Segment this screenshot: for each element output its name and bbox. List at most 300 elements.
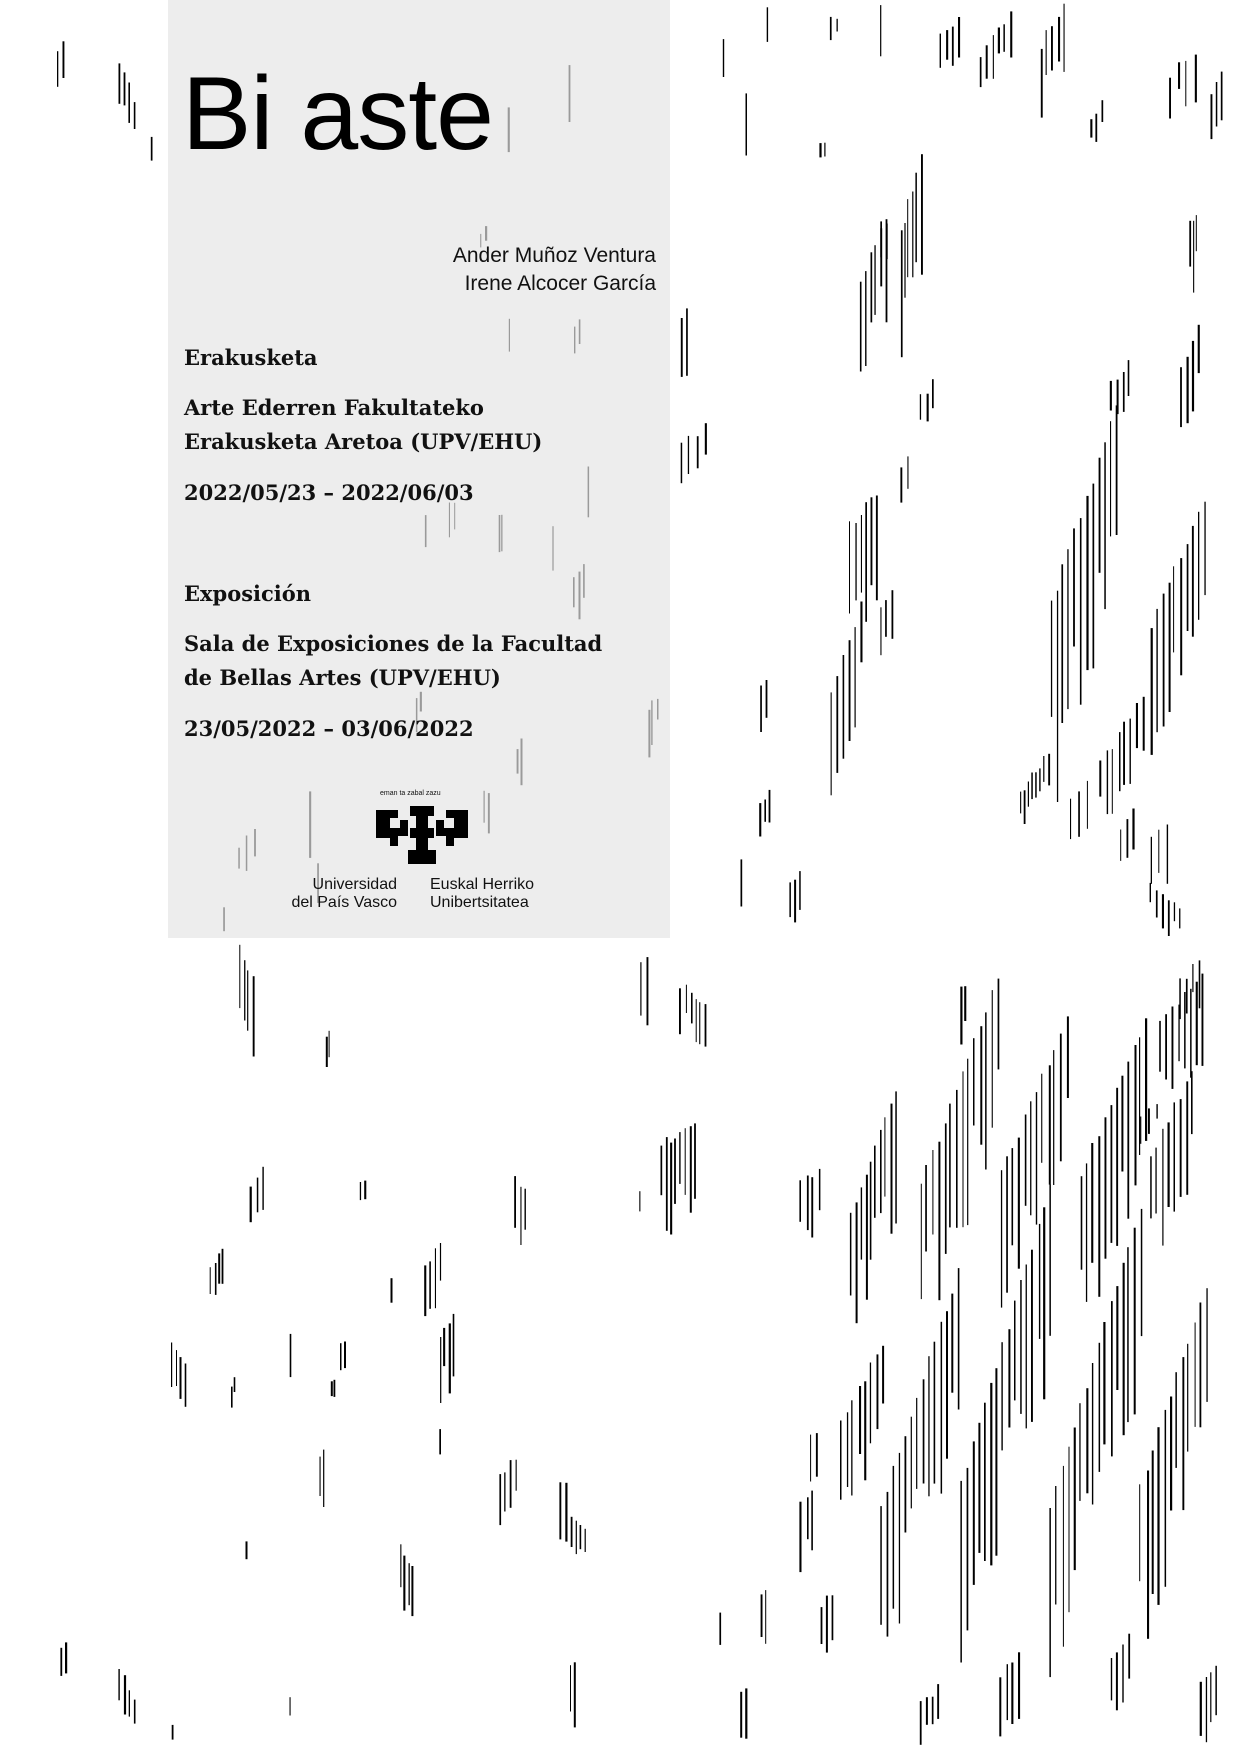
- pattern-stroke: [865, 502, 867, 622]
- pattern-stroke: [516, 1460, 517, 1491]
- pattern-stroke: [679, 988, 681, 1034]
- pattern-stroke: [831, 692, 832, 795]
- pattern-stroke: [1039, 768, 1040, 791]
- pattern-stroke: [849, 640, 851, 741]
- pattern-stroke: [837, 19, 838, 32]
- pattern-stroke: [1136, 703, 1138, 748]
- pattern-stroke: [485, 226, 487, 241]
- pattern-stroke: [893, 1466, 895, 1609]
- pattern-stroke: [978, 1423, 980, 1553]
- pattern-stroke: [1049, 1065, 1051, 1184]
- pattern-stroke: [509, 319, 510, 352]
- pattern-stroke: [1200, 1682, 1202, 1736]
- pattern-stroke: [992, 990, 993, 1128]
- pattern-stroke: [832, 1595, 834, 1640]
- pattern-stroke: [887, 1492, 889, 1637]
- pattern-stroke: [118, 1669, 119, 1700]
- pattern-stroke: [895, 1091, 897, 1223]
- pattern-stroke: [824, 143, 825, 157]
- pattern-stroke: [648, 710, 650, 758]
- pattern-stroke: [880, 228, 882, 286]
- pattern-stroke: [1112, 749, 1113, 814]
- pattern-stroke: [1028, 782, 1029, 807]
- pattern-stroke: [816, 1433, 818, 1477]
- pattern-stroke: [400, 1544, 401, 1587]
- pattern-stroke: [1158, 830, 1159, 873]
- pattern-stroke: [1111, 1658, 1112, 1700]
- pattern-stroke: [745, 1688, 747, 1738]
- pattern-stroke: [129, 1690, 130, 1716]
- pattern-stroke: [927, 394, 929, 422]
- pattern-stroke: [391, 1278, 393, 1303]
- pattern-stroke: [1172, 1007, 1174, 1089]
- pattern-stroke: [1067, 1016, 1069, 1098]
- pattern-stroke: [1099, 761, 1101, 797]
- pattern-stroke: [958, 17, 960, 58]
- pattern-stroke: [499, 1474, 501, 1525]
- pattern-stroke: [1169, 78, 1171, 119]
- pattern-stroke: [836, 676, 838, 773]
- pattern-stroke: [1087, 781, 1088, 829]
- info-panel: [168, 0, 670, 938]
- pattern-stroke: [907, 199, 908, 277]
- pattern-stroke: [1011, 1663, 1013, 1725]
- pattern-stroke: [1092, 1363, 1093, 1505]
- pattern-stroke: [1031, 773, 1033, 800]
- pattern-stroke: [952, 27, 954, 66]
- pattern-stroke: [262, 1167, 263, 1210]
- pattern-stroke: [877, 1354, 879, 1429]
- pattern-stroke: [880, 1130, 882, 1213]
- pattern-stroke: [855, 523, 856, 600]
- pattern-stroke: [574, 1662, 576, 1727]
- pattern-stroke: [1162, 894, 1164, 928]
- pattern-stroke: [570, 1665, 571, 1711]
- pattern-stroke: [1053, 1050, 1054, 1185]
- pattern-stroke: [999, 1677, 1001, 1736]
- pattern-stroke: [1184, 992, 1186, 1068]
- pattern-stroke: [1123, 722, 1125, 785]
- pattern-stroke: [425, 515, 427, 547]
- pattern-stroke: [697, 436, 699, 468]
- pattern-stroke: [1091, 1143, 1093, 1263]
- pattern-stroke: [871, 497, 873, 585]
- pattern-stroke: [998, 28, 1000, 54]
- pattern-stroke: [439, 1429, 441, 1454]
- pattern-stroke: [1128, 360, 1130, 396]
- pattern-stroke: [525, 1189, 526, 1230]
- pattern-stroke: [980, 1026, 982, 1145]
- pattern-stroke: [57, 51, 58, 87]
- pattern-stroke: [1216, 82, 1218, 127]
- pattern-stroke: [1127, 1247, 1129, 1422]
- pattern-stroke: [1180, 367, 1182, 427]
- pattern-stroke: [1148, 1108, 1150, 1134]
- pattern-stroke: [1157, 1427, 1159, 1605]
- pattern-stroke: [681, 318, 683, 377]
- pattern-stroke: [866, 1175, 868, 1300]
- pattern-stroke: [851, 1400, 852, 1495]
- pattern-stroke: [973, 1441, 975, 1585]
- pattern-stroke: [1006, 1156, 1008, 1292]
- pattern-stroke: [1179, 908, 1180, 928]
- pattern-stroke: [769, 790, 771, 823]
- pattern-stroke: [1110, 381, 1112, 411]
- pattern-stroke: [1026, 1265, 1027, 1429]
- pattern-stroke: [323, 1450, 324, 1507]
- pattern-stroke: [1189, 221, 1191, 267]
- pattern-stroke: [830, 17, 832, 40]
- pattern-stroke: [1155, 1148, 1156, 1214]
- pattern-stroke: [1039, 1224, 1040, 1339]
- pattern-stroke: [1020, 792, 1021, 814]
- pattern-stroke: [1001, 1342, 1002, 1450]
- pattern-stroke: [920, 1701, 922, 1745]
- pattern-stroke: [859, 1386, 861, 1454]
- pattern-stroke: [1121, 1076, 1123, 1172]
- pattern-stroke: [1151, 628, 1153, 755]
- pattern-stroke: [171, 1343, 172, 1388]
- pattern-stroke: [686, 308, 688, 375]
- pattern-stroke: [958, 1268, 960, 1409]
- pattern-stroke: [807, 1497, 809, 1539]
- pattern-stroke: [210, 1267, 211, 1294]
- pattern-stroke: [1195, 55, 1197, 103]
- pattern-stroke: [1182, 1357, 1184, 1510]
- pattern-stroke: [1095, 114, 1097, 142]
- pattern-stroke: [1008, 1329, 1010, 1427]
- pattern-stroke: [501, 515, 502, 552]
- pattern-stroke: [907, 456, 908, 488]
- pattern-stroke: [1035, 772, 1037, 797]
- logo-text-line: Universidad: [312, 876, 397, 893]
- pattern-stroke: [1048, 754, 1050, 786]
- pattern-stroke: [666, 1137, 668, 1231]
- pattern-stroke: [807, 1176, 809, 1231]
- pattern-stroke: [639, 1191, 640, 1211]
- pattern-stroke: [864, 1381, 866, 1480]
- pattern-stroke: [573, 577, 575, 607]
- exhibition-heading-eu: Erakusketa: [184, 345, 318, 370]
- pattern-stroke: [723, 39, 724, 77]
- pattern-stroke: [151, 137, 153, 161]
- pattern-stroke: [1064, 4, 1065, 72]
- university-logo: [168, 790, 670, 920]
- pattern-stroke: [517, 749, 519, 774]
- pattern-stroke: [583, 564, 585, 598]
- pattern-stroke: [1175, 1372, 1177, 1468]
- pattern-stroke: [1200, 1303, 1202, 1428]
- pattern-stroke: [579, 572, 581, 620]
- pattern-stroke: [1130, 719, 1131, 784]
- pattern-stroke: [794, 880, 796, 923]
- pattern-stroke: [1132, 809, 1134, 850]
- pattern-stroke: [880, 607, 881, 655]
- pattern-stroke: [973, 1038, 975, 1125]
- pattern-stroke: [932, 1150, 933, 1235]
- pattern-stroke: [1174, 1102, 1176, 1211]
- pattern-stroke: [885, 600, 887, 637]
- pattern-stroke: [993, 35, 994, 79]
- pattern-stroke: [1061, 564, 1063, 723]
- pattern-stroke: [1099, 1343, 1101, 1472]
- pattern-stroke: [986, 45, 988, 78]
- pattern-stroke: [849, 521, 850, 613]
- pattern-stroke: [134, 102, 136, 129]
- pattern-stroke: [1190, 989, 1192, 1078]
- pattern-stroke: [810, 1435, 811, 1482]
- pattern-stroke: [949, 1104, 951, 1228]
- pattern-stroke: [1018, 1652, 1020, 1719]
- pattern-stroke: [504, 1472, 505, 1511]
- pattern-stroke: [1012, 1148, 1014, 1245]
- pattern-stroke: [871, 252, 873, 322]
- pattern-stroke: [1122, 1645, 1123, 1703]
- logo-text-line: del País Vasco: [291, 894, 397, 911]
- pattern-stroke: [257, 1178, 259, 1213]
- pattern-stroke: [1070, 799, 1071, 839]
- pattern-stroke: [861, 1187, 862, 1259]
- pattern-stroke: [811, 1491, 813, 1551]
- pattern-stroke: [694, 1123, 696, 1198]
- university-name-eu: [430, 876, 534, 912]
- pattern-stroke: [234, 1377, 236, 1392]
- pattern-stroke: [1167, 825, 1168, 884]
- pattern-stroke: [956, 1090, 958, 1228]
- pattern-stroke: [1185, 61, 1186, 106]
- pattern-stroke: [1147, 1471, 1149, 1639]
- dates-eu: 2022/05/23 – 2022/06/03: [184, 480, 474, 505]
- pattern-stroke: [765, 1590, 766, 1644]
- pattern-stroke: [222, 1249, 224, 1284]
- pattern-stroke: [579, 319, 581, 344]
- pattern-stroke: [1116, 1088, 1118, 1246]
- pattern-stroke: [705, 423, 707, 454]
- dates-es: 23/05/2022 – 03/06/2022: [184, 716, 474, 741]
- pattern-stroke: [63, 41, 65, 78]
- pattern-stroke: [1107, 750, 1108, 814]
- pattern-stroke: [1168, 900, 1170, 936]
- pattern-stroke: [984, 1403, 986, 1561]
- pattern-stroke: [1103, 1322, 1105, 1444]
- pattern-stroke: [1051, 601, 1052, 717]
- pattern-stroke: [647, 957, 649, 1025]
- venue-line-es: Sala de Exposiciones de la Facultad: [184, 631, 603, 656]
- pattern-stroke: [995, 1368, 997, 1556]
- pattern-stroke: [884, 1117, 885, 1196]
- pattern-stroke: [1043, 1207, 1045, 1399]
- pattern-stroke: [915, 173, 917, 263]
- pattern-stroke: [1180, 1099, 1182, 1197]
- pattern-stroke: [1143, 697, 1145, 751]
- pattern-stroke: [843, 655, 845, 759]
- pattern-stroke: [1187, 1344, 1188, 1452]
- pattern-stroke: [911, 1417, 912, 1509]
- pattern-stroke: [514, 1176, 516, 1228]
- pattern-stroke: [1123, 1263, 1125, 1435]
- logo-motto: eman ta zabal zazu: [380, 790, 441, 797]
- pattern-stroke: [1173, 566, 1174, 652]
- pattern-stroke: [951, 1294, 953, 1393]
- pattern-stroke: [759, 803, 761, 836]
- venue-line-es: de Bellas Artes (UPV/EHU): [184, 665, 501, 690]
- pattern-stroke: [847, 1412, 848, 1487]
- pattern-stroke: [1080, 518, 1082, 705]
- pattern-stroke: [440, 1243, 441, 1281]
- pattern-stroke: [899, 1453, 900, 1624]
- pattern-stroke: [1093, 484, 1095, 669]
- pattern-stroke: [916, 1398, 917, 1489]
- pattern-stroke: [176, 1350, 177, 1386]
- pattern-stroke: [912, 192, 913, 278]
- pattern-stroke: [1169, 583, 1171, 712]
- pattern-stroke: [576, 1521, 577, 1554]
- pattern-stroke: [1135, 1045, 1137, 1185]
- pattern-stroke: [1001, 1170, 1002, 1307]
- pattern-stroke: [1119, 732, 1121, 791]
- pattern-stroke: [565, 1483, 567, 1542]
- pattern-stroke: [499, 515, 501, 552]
- pattern-stroke: [1003, 24, 1005, 52]
- pattern-stroke: [679, 1132, 680, 1184]
- pattern-stroke: [741, 859, 743, 906]
- pattern-stroke: [719, 1613, 721, 1645]
- pattern-stroke: [865, 271, 866, 366]
- pattern-stroke: [840, 1421, 842, 1500]
- pattern-stroke: [874, 1146, 876, 1218]
- pattern-stroke: [588, 467, 590, 518]
- pattern-stroke: [905, 1436, 907, 1532]
- pattern-stroke: [928, 1356, 929, 1496]
- pattern-stroke: [128, 83, 130, 123]
- pattern-stroke: [932, 379, 934, 408]
- pattern-stroke: [231, 1387, 233, 1408]
- pattern-stroke: [1206, 1677, 1207, 1742]
- pattern-stroke: [124, 1675, 126, 1714]
- pattern-stroke: [1156, 890, 1158, 917]
- author-name: Ander Muñoz Ventura: [452, 244, 656, 267]
- pattern-stroke: [329, 1031, 330, 1057]
- pattern-stroke: [1168, 1122, 1170, 1207]
- pattern-stroke: [880, 1506, 882, 1625]
- pattern-stroke: [900, 467, 902, 502]
- pattern-stroke: [559, 1482, 561, 1539]
- pattern-stroke: [1170, 1397, 1172, 1511]
- pattern-stroke: [1165, 1410, 1167, 1587]
- poster-title: Bi aste: [182, 56, 493, 172]
- pattern-stroke: [946, 1311, 948, 1459]
- pattern-stroke: [360, 1182, 361, 1200]
- pattern-stroke: [691, 993, 693, 1024]
- pattern-stroke: [941, 1322, 943, 1494]
- pattern-stroke: [1156, 609, 1157, 732]
- pattern-stroke: [874, 245, 875, 315]
- pattern-stroke: [1104, 442, 1106, 609]
- pattern-stroke: [826, 1596, 828, 1653]
- pattern-stroke: [870, 1162, 872, 1260]
- pattern-stroke: [1210, 1672, 1211, 1722]
- pattern-stroke: [119, 63, 121, 103]
- pattern-stroke: [569, 65, 571, 122]
- exhibition-heading-es: Exposición: [184, 581, 312, 606]
- pattern-stroke: [891, 1104, 893, 1234]
- pattern-stroke: [674, 1139, 676, 1204]
- pattern-stroke: [443, 1328, 445, 1366]
- pattern-stroke: [1141, 1209, 1143, 1336]
- pattern-stroke: [520, 1187, 521, 1245]
- pattern-stroke: [1140, 1117, 1141, 1144]
- pattern-stroke: [1186, 979, 1188, 1014]
- pattern-stroke: [1145, 1018, 1147, 1141]
- pattern-stroke: [411, 1566, 413, 1616]
- pattern-stroke: [1063, 1466, 1064, 1647]
- pattern-stroke: [1198, 325, 1200, 373]
- pattern-stroke: [1105, 1117, 1107, 1258]
- pattern-stroke: [761, 1594, 763, 1637]
- pattern-stroke: [552, 526, 553, 570]
- pattern-stroke: [651, 700, 652, 745]
- pattern-stroke: [1178, 62, 1180, 89]
- pattern-stroke: [1014, 1301, 1016, 1401]
- pattern-stroke: [740, 1692, 742, 1738]
- pattern-stroke: [1215, 1666, 1217, 1715]
- pattern-stroke: [764, 800, 766, 822]
- pattern-stroke: [1128, 1634, 1130, 1679]
- pattern-stroke: [920, 394, 921, 420]
- pattern-stroke: [1111, 1105, 1113, 1243]
- pattern-stroke: [1074, 1428, 1076, 1571]
- pattern-stroke: [1051, 26, 1053, 70]
- pattern-stroke: [860, 602, 862, 663]
- pattern-stroke: [403, 1556, 405, 1611]
- pattern-stroke: [510, 1460, 512, 1508]
- pattern-stroke: [250, 1187, 252, 1223]
- pattern-stroke: [1198, 512, 1199, 620]
- pattern-stroke: [990, 1383, 992, 1566]
- pattern-stroke: [882, 1346, 884, 1404]
- pattern-stroke: [661, 1146, 663, 1196]
- pattern-stroke: [1196, 215, 1197, 251]
- pattern-stroke: [1159, 1021, 1161, 1072]
- pattern-stroke: [670, 1143, 672, 1235]
- pattern-stroke: [580, 1525, 582, 1549]
- pattern-stroke: [290, 1697, 291, 1715]
- university-name-es: [291, 876, 397, 912]
- pattern-stroke: [1018, 1138, 1020, 1269]
- pattern-stroke: [1127, 819, 1129, 858]
- pattern-stroke: [1116, 1652, 1118, 1710]
- pattern-stroke: [1191, 1071, 1193, 1134]
- pattern-stroke: [1090, 119, 1092, 137]
- pattern-stroke: [172, 1725, 174, 1740]
- pattern-stroke: [963, 1071, 964, 1227]
- pattern-stroke: [1049, 1508, 1051, 1677]
- pattern-stroke: [1163, 594, 1165, 727]
- pattern-stroke: [1058, 17, 1060, 62]
- pattern-stroke: [1110, 421, 1111, 536]
- pattern-stroke: [1041, 1074, 1042, 1163]
- pattern-stroke: [1180, 558, 1182, 675]
- pattern-stroke: [1098, 1136, 1100, 1297]
- pattern-stroke: [870, 1363, 871, 1444]
- pattern-stroke: [860, 282, 862, 372]
- pattern-stroke: [980, 57, 982, 87]
- pattern-stroke: [1187, 544, 1189, 631]
- pattern-stroke: [925, 1165, 927, 1252]
- pattern-stroke: [1186, 1081, 1188, 1194]
- pattern-stroke: [185, 1364, 187, 1407]
- pattern-stroke: [326, 1037, 328, 1067]
